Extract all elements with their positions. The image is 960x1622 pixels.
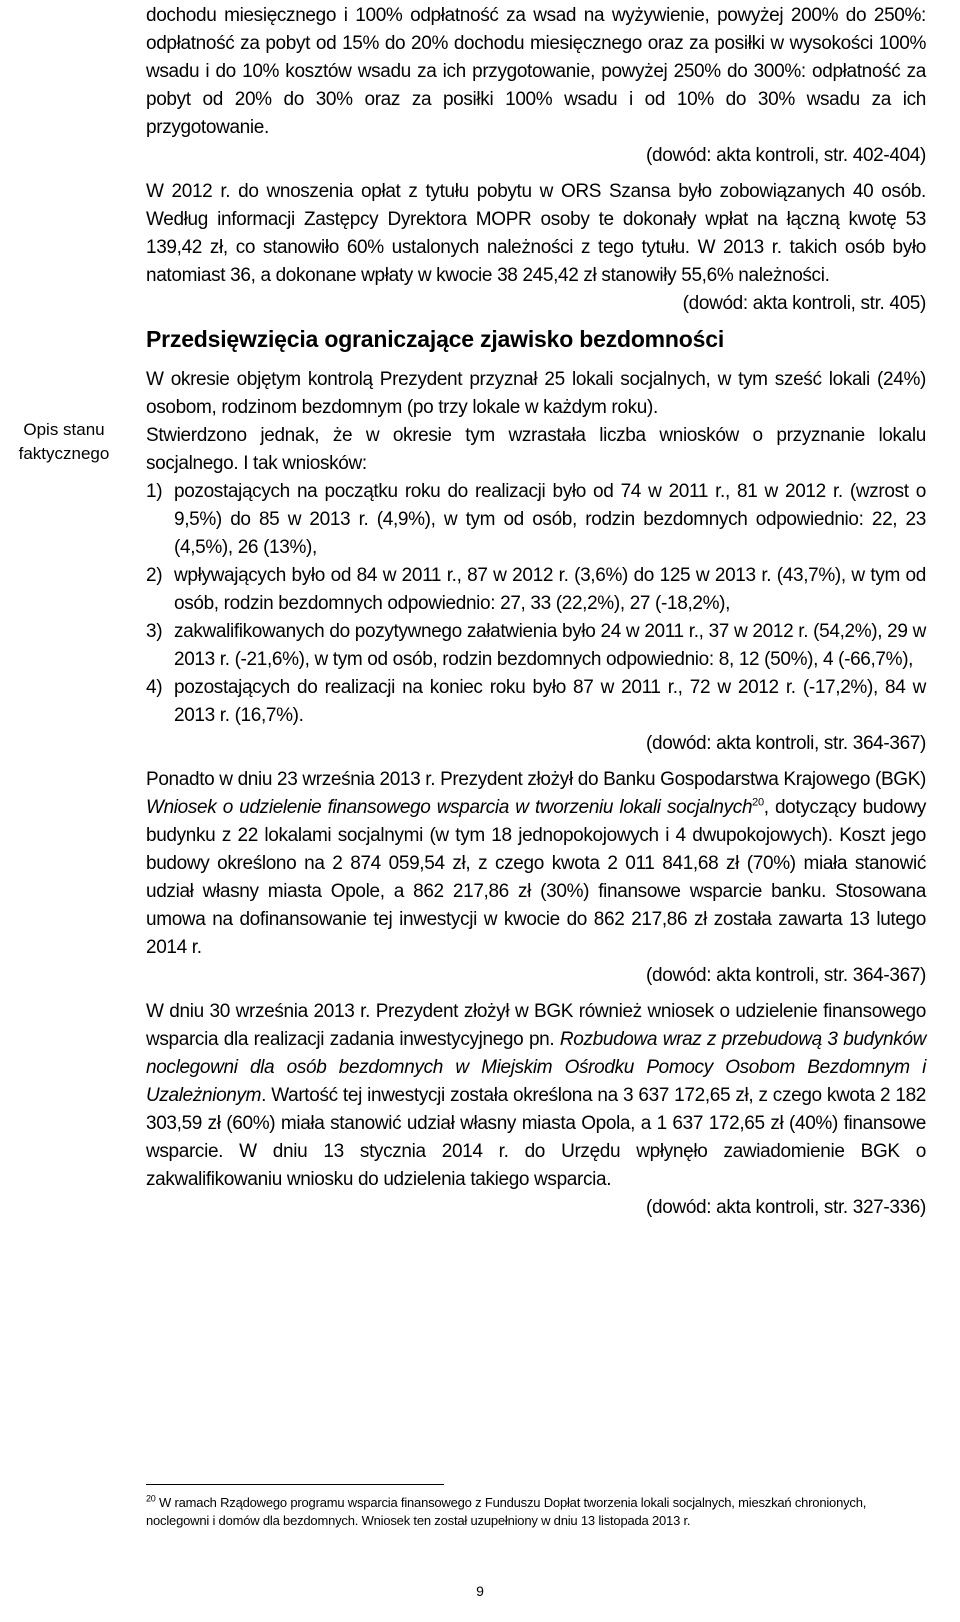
list-item-text: zakwalifikowanych do pozytywnego załatwienia było 24 w 2011 r., 37 w 2012 r. (54,2%), 29 w 2013 r. (-21,6%), w tym od osób, rodzin bezdomnych odpowiednio: 8, 12 (50%), 4 (-66,7%),	[174, 621, 926, 670]
list-item	[146, 562, 926, 618]
paragraph-4-text-b: . Wartość tej inwestycji została określona na 3 637 172,65 zł, z czego kwota 2 182 303,59 zł (60%) miała stanowić udział własny miasta Opola, a 1 637 172,65 zł (40%) finansowe wsparcie. W dniu 13 stycznia 2014 r. do Urzędu wpłynęło zawiadomienie BGK o zakwalifikowaniu wniosku do udzielenia takiego wsparcia.	[146, 1085, 926, 1190]
list-item	[146, 618, 926, 674]
section-heading: Przedsięwzięcia ograniczające zjawisko bezdomności	[146, 326, 725, 352]
list-item	[146, 478, 926, 562]
footnote-divider	[146, 1484, 444, 1485]
footnote-ref-20: 20	[752, 796, 764, 809]
list-item-text: wpływających było od 84 w 2011 r., 87 w 2012 r. (3,6%) do 125 w 2013 r. (43,7%), w tym od osób, rodzin bezdomnych odpowiednio: 27, 33 (22,2%), 27 (-18,2%),	[174, 565, 926, 614]
list-item-number: 1)	[146, 481, 163, 502]
list-item-text: pozostających do realizacji na koniec roku było 87 w 2011 r., 72 w 2012 r. (-17,2%), 84 w 2013 r. (16,7%).	[174, 677, 926, 726]
evidence-ref-5: (dowód: akta kontroli, str. 327-336)	[646, 1197, 926, 1218]
footnote	[146, 1494, 926, 1530]
list-item-number: 3)	[146, 621, 163, 642]
list-item	[146, 674, 926, 730]
list-item-number: 2)	[146, 565, 163, 586]
paragraph-4-text-a: W dniu 30 września 2013 r. Prezydent złożył w BGK również wniosek o udzielenie finansowego wsparcia dla realizacji zadania inwestycyjnego pn.	[146, 1001, 926, 1050]
footnote-number: 20	[146, 1493, 156, 1504]
page-number: 9	[476, 1583, 484, 1599]
evidence-ref-2: (dowód: akta kontroli, str. 405)	[682, 293, 926, 314]
evidence-ref-3: (dowód: akta kontroli, str. 364-367)	[646, 733, 926, 754]
margin-label-line2: faktycznego	[18, 444, 110, 463]
applications-list	[146, 478, 926, 730]
list-item-text: pozostających na początku roku do realizacji było od 74 w 2011 r., 81 w 2012 r. (wzrost o 9,5%) do 85 w 2013 r. (4,9%), w tym od osób, rodzin bezdomnych odpowiednio: 22, 23 (4,5%), 26 (13%),	[174, 481, 926, 558]
paragraph-4-italic-title: Rozbudowa wraz z przebudową 3 budynków noclegowni dla osób bezdomnych w Miejskim Ośrodku Pomocy Osobom Bezdomnym i Uzależnionym	[146, 1029, 926, 1106]
paragraph-3-text-a: Ponadto w dniu 23 września 2013 r. Prezydent złożył do Banku Gospodarstwa Krajowego (BGK)	[146, 769, 926, 790]
section-paragraph-4	[146, 998, 926, 1194]
intro-paragraph-1: dochodu miesięcznego i 100% odpłatność za wsad na wyżywienie, powyżej 200% do 250%: odpłatność za pobyt od 15% do 20% dochodu miesięcznego oraz za posiłki w wysokości 100% wsadu i do 10% kosztów wsadu za ich przygotowanie, powyżej 250% do 300%: odpłatność za pobyt od 20% do 30% oraz za posiłki 100% wsadu i od 10% do 30% wsadu za ich przygotowanie.	[146, 5, 926, 138]
margin-label-line1: Opis stanu	[23, 420, 105, 439]
paragraph-3-italic-title: Wniosek o udzielenie finansowego wsparcia w tworzeniu lokali socjalnych	[146, 797, 753, 818]
list-item-number: 4)	[146, 677, 163, 698]
footnote-text: W ramach Rządowego programu wsparcia finansowego z Funduszu Dopłat tworzenia lokali socjalnych, mieszkań chronionych, noclegowni i domów dla bezdomnych. Wniosek ten został uzupełniony w dniu 13 listopada 2013 r.	[146, 1495, 867, 1528]
section-paragraph-1: W okresie objętym kontrolą Prezydent przyznał 25 lokali socjalnych, w tym sześć lokali (24%) osobom, rodzinom bezdomnym (po trzy lokale w każdym roku).	[146, 369, 926, 418]
evidence-ref-1: (dowód: akta kontroli, str. 402-404)	[646, 145, 926, 166]
section-paragraph-3	[146, 766, 926, 962]
section-paragraph-2: Stwierdzono jednak, że w okresie tym wzrastała liczba wniosków o przyznanie lokalu socjalnego. I tak wniosków:	[146, 425, 926, 474]
margin-label	[0, 418, 128, 466]
paragraph-3-text-b: , dotyczący budowy budynku z 22 lokalami socjalnymi (w tym 18 jednopokojowych i 4 dwupokojowych). Koszt jego budowy określono na 2 874 059,54 zł, z czego kwota 2 011 841,68 zł (70%) miała stanowić udział własny miasta Opole, a 862 217,86 zł (30%) finansowe wsparcie banku. Stosowana umowa na dofinansowanie tej inwestycji w kwocie do 862 217,86 zł została zawarta 13 lutego 2014 r.	[146, 797, 926, 958]
intro-paragraph-2: W 2012 r. do wnoszenia opłat z tytułu pobytu w ORS Szansa było zobowiązanych 40 osób. Według informacji Zastępcy Dyrektora MOPR osoby te dokonały wpłat na łączną kwotę 53 139,42 zł, co stanowiło 60% ustalonych należności z tego tytułu. W 2013 r. takich osób było natomiast 36, a dokonane wpłaty w kwocie 38 245,42 zł stanowiły 55,6% należności.	[146, 181, 926, 286]
main-text	[146, 2, 926, 1222]
evidence-ref-4: (dowód: akta kontroli, str. 364-367)	[646, 965, 926, 986]
